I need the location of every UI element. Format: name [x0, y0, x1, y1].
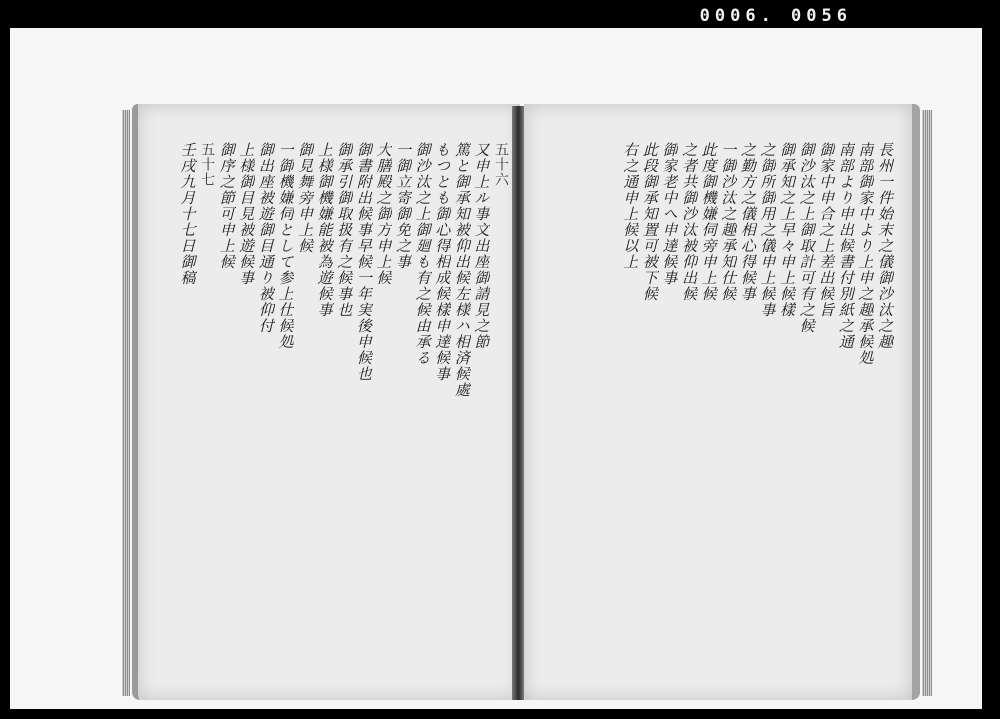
text-column: 御序之節可申上候: [217, 142, 236, 270]
text-column: 一御機嫌伺として参上仕候処: [276, 142, 295, 350]
text-column: 篤と御承知被仰出候左様ハ相済候處: [452, 142, 471, 398]
text-column: 此段御承知置可被下候: [640, 142, 659, 302]
text-column: 此度御機嫌伺旁申上候: [699, 142, 718, 302]
text-column: 御沙汰之上御取計可有之候: [797, 142, 816, 334]
text-column: 上様御機嫌能被為遊候事: [315, 142, 334, 318]
text-column: 御家老中へ申達候事: [660, 142, 679, 286]
left-page-edges: [122, 110, 130, 696]
text-column: 御家中申合之上差出候旨: [817, 142, 836, 318]
text-column: もつとも御心得相成候樣申達候事: [433, 142, 452, 382]
text-column: 御沙汰之上御廻も有之候由承る: [413, 142, 432, 366]
text-column: 之御所御用之儀申上候事: [758, 142, 777, 318]
text-column: 南部御家中より上申之趣承候処: [856, 142, 875, 366]
text-column: 一御沙汰之趣承知仕候: [719, 142, 738, 302]
left-page-text: [164, 142, 510, 684]
open-book: [132, 104, 918, 704]
right-page-text: [534, 142, 894, 684]
text-column: 之勤方之儀相心得候事: [738, 142, 757, 302]
text-column: 五十七: [199, 142, 216, 187]
text-column: 壬戌九月十七日御稿: [178, 142, 197, 286]
text-column: 御書附出候事早候一年実後申候也: [354, 142, 373, 382]
text-column: 御承知之上早々申上候樣: [778, 142, 797, 318]
text-column: 御出座被遊御目通り被仰付: [256, 142, 275, 334]
right-page: [524, 104, 920, 700]
text-column: 右之通申上候以上: [621, 142, 640, 270]
text-column: 御見舞旁申上候: [296, 142, 315, 254]
text-column: 上様御目見被遊候事: [237, 142, 256, 286]
text-column: 一御立寄御免之事: [394, 142, 413, 270]
text-column: 之者共御沙汰被仰出候: [680, 142, 699, 302]
scan-background: [10, 28, 982, 709]
text-column: 又申上ル事文出座御請見之節: [472, 142, 491, 350]
left-page: [132, 104, 520, 700]
text-column: 五十六: [493, 142, 509, 187]
right-page-edges: [922, 110, 932, 696]
text-column: 大膳殿之御方申上候: [374, 142, 393, 286]
text-column: 御承引御取扱有之候事也: [335, 142, 354, 318]
frame-number: 0006. 0056: [699, 6, 852, 26]
text-column: 長州一件始末之儀御沙汰之趣: [876, 142, 894, 350]
text-column: 南部より申出候書付別紙之通: [836, 142, 855, 350]
